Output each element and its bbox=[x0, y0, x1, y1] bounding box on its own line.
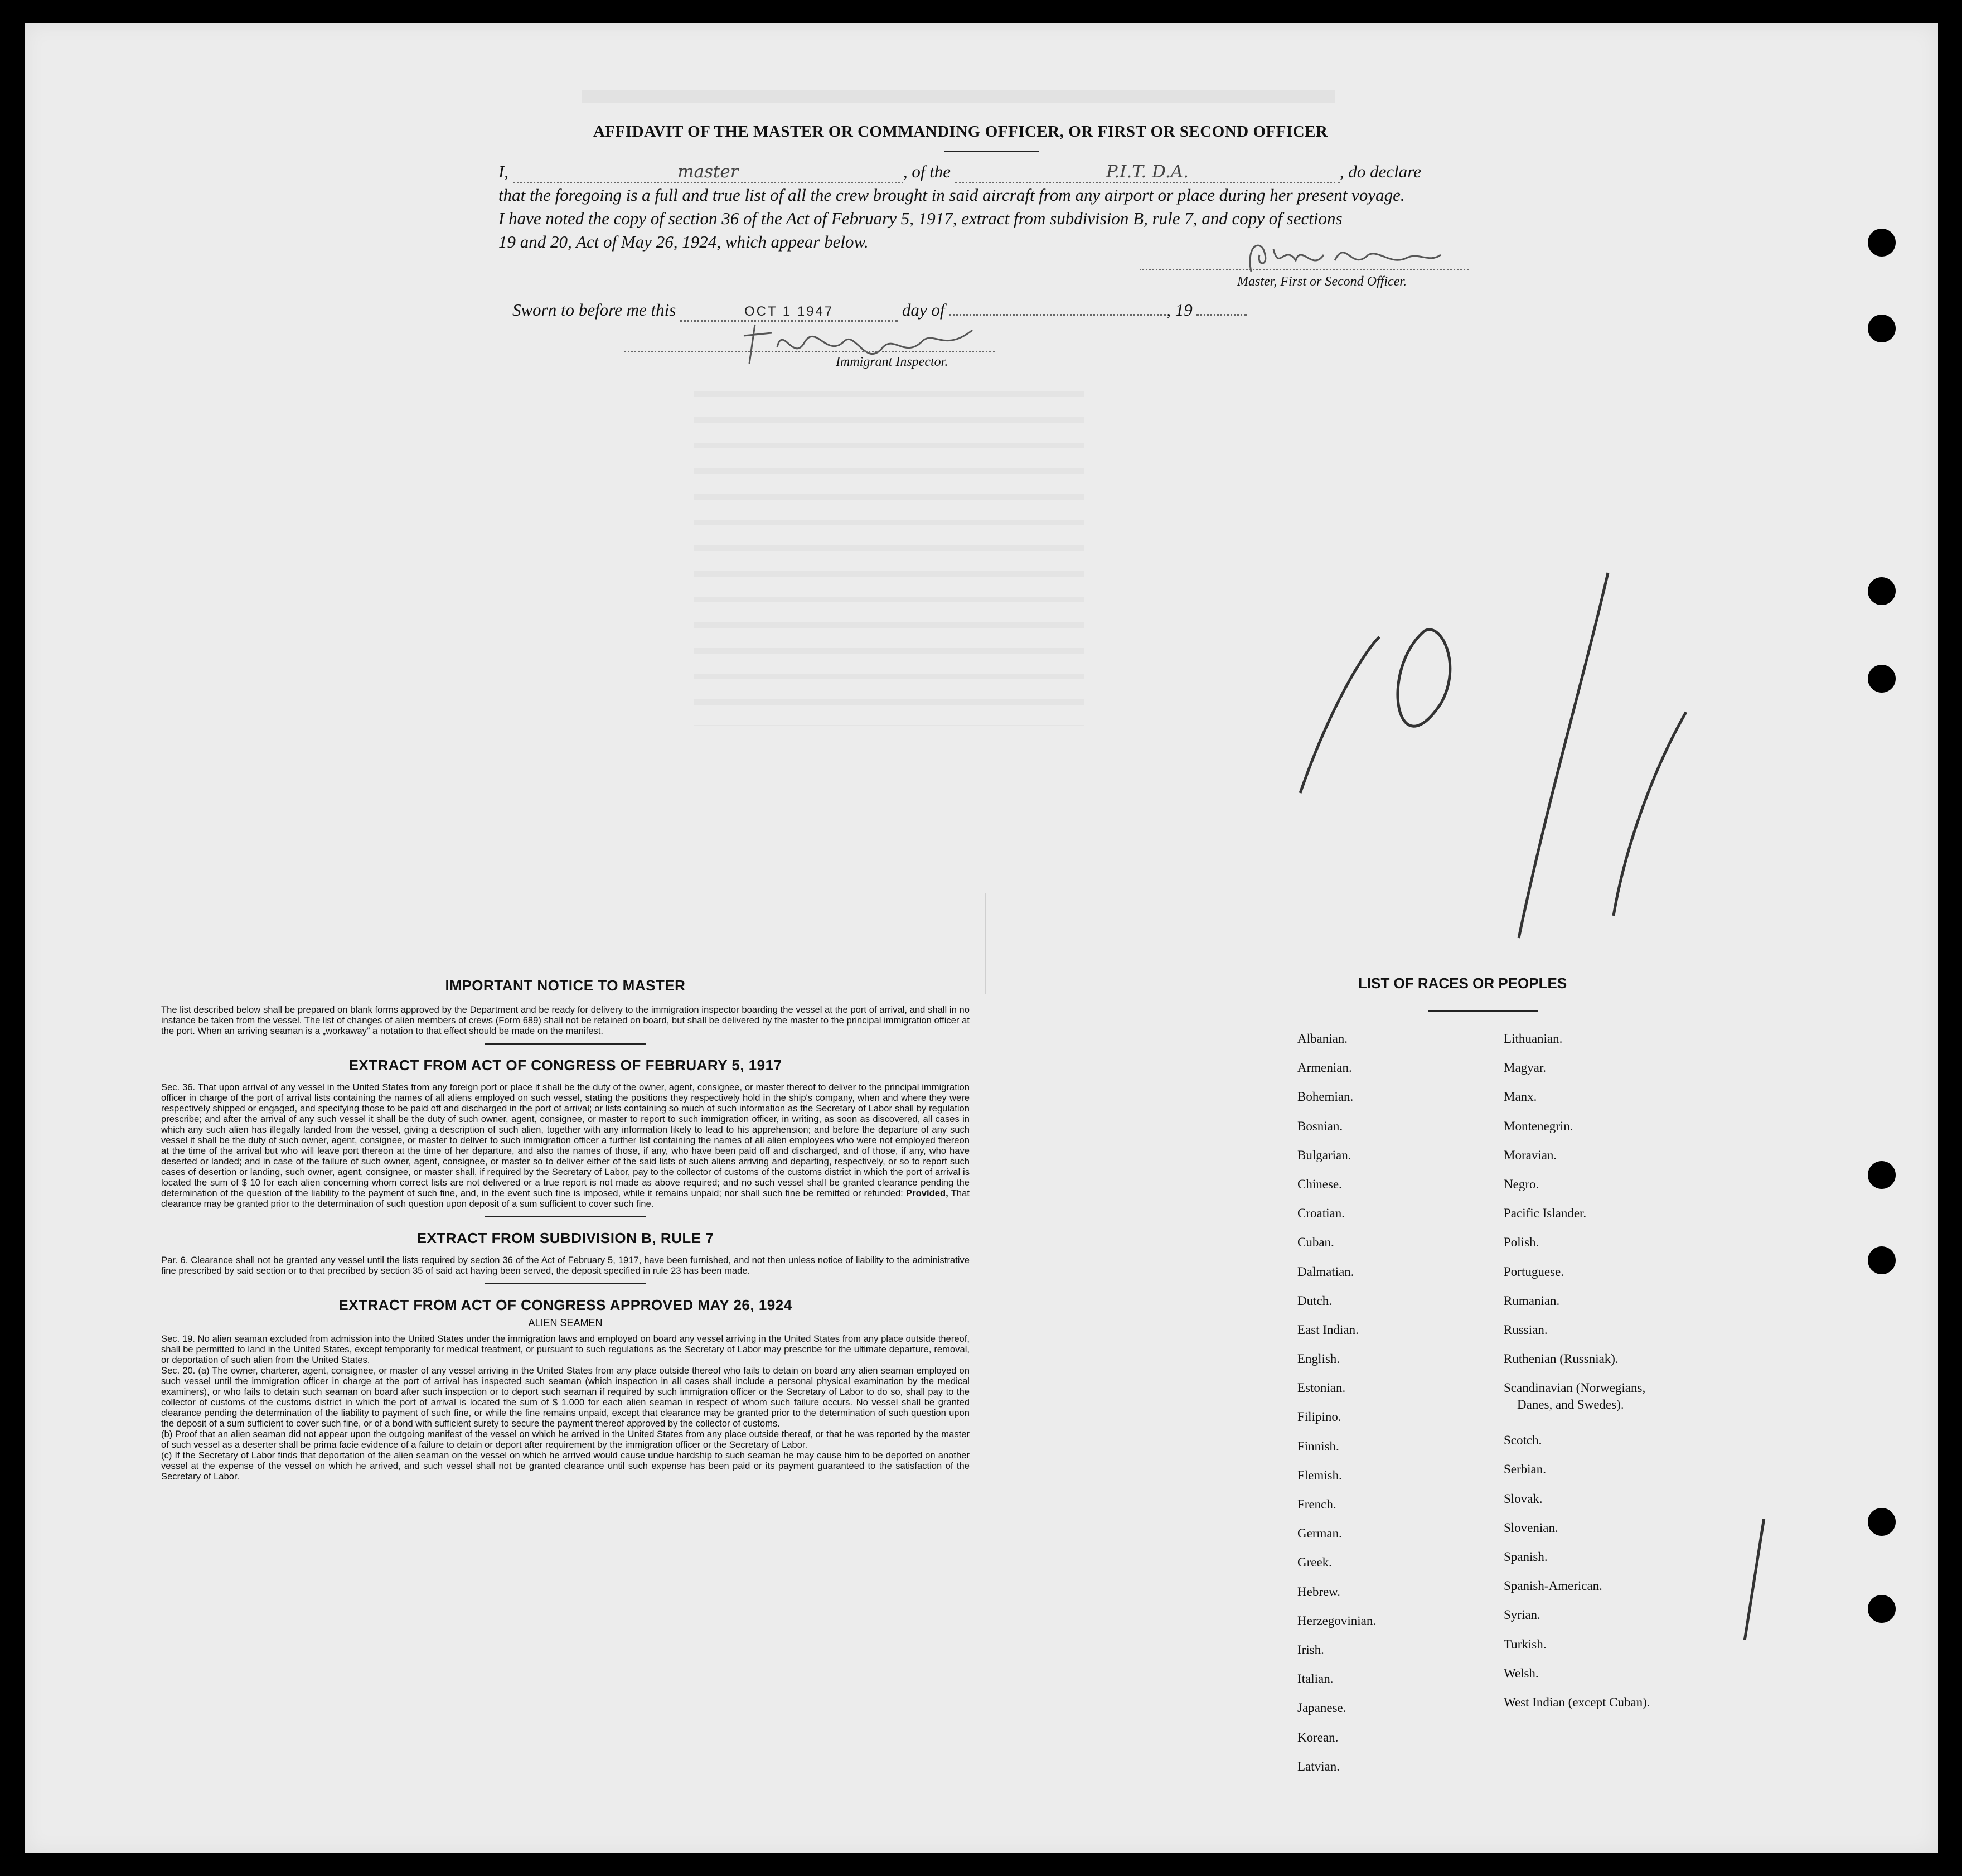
race-item: Slovak. bbox=[1504, 1491, 1543, 1506]
race-item: English. bbox=[1297, 1352, 1340, 1366]
affidavit-title-rule bbox=[944, 151, 1039, 152]
punch-hole-icon bbox=[1868, 1161, 1896, 1189]
master-signature-caption: Master, First or Second Officer. bbox=[1237, 274, 1407, 289]
race-item: West Indian (except Cuban). bbox=[1504, 1695, 1650, 1709]
important-notice-heading: IMPORTANT NOTICE TO MASTER bbox=[445, 977, 686, 994]
date-stamp: OCT 1 1947 bbox=[744, 304, 834, 319]
affidavit-line-4: 19 and 20, Act of May 26, 1924, which appear below. bbox=[498, 232, 869, 252]
race-item: Bulgarian. bbox=[1297, 1148, 1351, 1162]
legal-text-column bbox=[161, 977, 970, 1482]
extract-1917-provided: Provided, bbox=[906, 1188, 948, 1198]
vessel-name-handwriting: P.I.T. D.A. bbox=[1106, 162, 1189, 182]
vessel-name-field[interactable] bbox=[955, 162, 1340, 183]
race-item: East Indian. bbox=[1297, 1322, 1359, 1337]
affidavit-title: AFFIDAVIT OF THE MASTER OR COMMANDING OFFICER, OR FIRST OR SECOND OFFICER bbox=[593, 123, 1328, 141]
race-item: Magyar. bbox=[1504, 1061, 1547, 1075]
race-item: Welsh. bbox=[1504, 1666, 1539, 1680]
extract-1924-sec20b: (b) Proof that an alien seaman did not appear upon the outgoing manifest of the vessel on which he arrived in the United States from any place outside thereof, or that he was reported by the master of such vessel as a deserter shall be prima facie evidence of a failure to detain or deport after requirement by the immigration officer or the Secretary of Labor. bbox=[161, 1429, 970, 1450]
extract-1924-sec19: Sec. 19. No alien seaman excluded from admission into the United States under the immigration laws and employed on board any vessel arriving in the United States from any place outside thereof, shall be permitted to land in the United States, except temporarily for medical treatment, or pursuant to such regulations as the Secretary of Labor may prescribe for the ultimate departure, removal, or deportation of such alien from the United States. bbox=[161, 1333, 970, 1365]
race-item: Spanish-American. bbox=[1504, 1579, 1602, 1593]
race-item: Scotch. bbox=[1504, 1433, 1542, 1448]
race-item: Estonian. bbox=[1297, 1381, 1346, 1395]
races-title-rule bbox=[1428, 1010, 1538, 1012]
affidavit-line-1 bbox=[498, 162, 1496, 183]
race-item: Turkish. bbox=[1504, 1637, 1547, 1651]
extract-1924-subheading: ALIEN SEAMEN bbox=[528, 1317, 603, 1328]
race-item: Moravian. bbox=[1504, 1148, 1557, 1162]
extract-1924-sec20a: Sec. 20. (a) The owner, charterer, agent, consignee, or master of any vessel arriving in the United States from any place outside thereof who fails to detain on board any alien seaman employed on such vessel until the immigration officer in charge at the port of arrival has inspected such seaman (which inspection in all cases shall include a personal physical examination by the medical examiners), or who fails to detain such seaman on board after such inspection or to deport such seaman if required by such immigration officer or the Secretary of Labor to do so, shall pay to the collector of customs of the customs district in which the port of arrival is located the sum of $ 1.000 for each alien seaman in respect of whom such failure occurs. No vessel shall be granted clearance pending the determination of the liability to payment of such fine, or while the fine remains unpaid, except that clearance may be granted prior to the determination of such question upon the deposit of a sum sufficient to cover such fine, or of a bond with sufficient surety to secure the payment thereof approved by the collector of customs. bbox=[161, 1365, 970, 1429]
race-item: French. bbox=[1297, 1497, 1336, 1511]
extract-1917-tail: That clearance may be granted prior to the determination of such question upon deposit of a sum sufficient to cover such fine. bbox=[161, 1188, 970, 1209]
race-item: Chinese. bbox=[1297, 1177, 1342, 1191]
section-rule bbox=[485, 1216, 646, 1217]
race-item: Serbian. bbox=[1504, 1462, 1547, 1477]
extract-rule7-text: Par. 6. Clearance shall not be granted any vessel until the lists required by section 36 of the Act of February 5, 1917, have been furnished, and not then unless notice of liability to the administrative fine prescribed by said section or to that precribed by section 35 of said act having been served, the deposit specified in rule 23 has been made. bbox=[161, 1255, 970, 1276]
race-item: Cuban. bbox=[1297, 1235, 1334, 1250]
race-item: Negro. bbox=[1504, 1177, 1539, 1191]
race-item: Croatian. bbox=[1297, 1206, 1345, 1221]
affidavit-of-the-label: , of the bbox=[903, 162, 951, 181]
race-item: Ruthenian (Russniak). bbox=[1504, 1352, 1619, 1366]
sworn-day-label: day of bbox=[902, 300, 945, 320]
race-item: Bohemian. bbox=[1297, 1090, 1354, 1104]
affidavit-declare-label: , do declare bbox=[1339, 162, 1421, 181]
race-item: Japanese. bbox=[1297, 1701, 1346, 1715]
race-item-line: Danes, and Swedes). bbox=[1517, 1398, 1624, 1412]
extract-1924-sec20c: (c) If the Secretary of Labor finds that deportation of the alien seaman on the vessel on which he arrived would cause undue hardship to such seaman he may cause him to be deported on another vessel at the expense of the vessel on which he arrived, and such vessel shall not be granted clearance until such expense has been paid or its payment guaranteed to the satisfaction of the Secretary of Labor. bbox=[161, 1450, 970, 1482]
punch-hole-icon bbox=[1868, 577, 1896, 605]
section-rule bbox=[485, 1043, 646, 1045]
affidavit-line-2: that the foregoing is a full and true list of all the crew brought in said aircraft from any airport or place during her present voyage. bbox=[498, 185, 1405, 205]
race-item: Latvian. bbox=[1297, 1759, 1340, 1773]
race-item: Dalmatian. bbox=[1297, 1264, 1354, 1279]
punch-hole-icon bbox=[1868, 1508, 1896, 1536]
races-title: LIST OF RACES OR PEOPLES bbox=[1358, 975, 1567, 992]
race-item: German. bbox=[1297, 1526, 1342, 1541]
race-item: Irish. bbox=[1297, 1642, 1324, 1657]
race-item: Rumanian. bbox=[1504, 1293, 1560, 1308]
race-item: Slovenian. bbox=[1504, 1520, 1558, 1535]
bleed-through-rows bbox=[694, 391, 1084, 726]
race-item: Russian. bbox=[1504, 1322, 1548, 1337]
section-rule bbox=[485, 1283, 646, 1284]
race-item: Albanian. bbox=[1297, 1032, 1348, 1046]
race-item: Filipino. bbox=[1297, 1410, 1341, 1424]
fold-line bbox=[985, 893, 986, 994]
extract-1924-heading: EXTRACT FROM ACT OF CONGRESS APPROVED MAY 26, 1924 bbox=[338, 1297, 792, 1313]
master-name-field[interactable] bbox=[513, 162, 903, 183]
race-item: Spanish. bbox=[1504, 1550, 1548, 1564]
punch-hole-icon bbox=[1868, 229, 1896, 257]
race-item: Korean. bbox=[1297, 1730, 1339, 1744]
race-item: Armenian. bbox=[1297, 1061, 1352, 1075]
inspector-signature-line[interactable] bbox=[624, 351, 995, 352]
punch-hole-icon bbox=[1868, 665, 1896, 693]
document-sheet bbox=[25, 23, 1938, 1853]
race-item-scandinavian bbox=[1504, 1374, 1760, 1426]
race-item: Dutch. bbox=[1297, 1293, 1332, 1308]
extract-1917-text bbox=[161, 1082, 970, 1209]
important-notice-text: The list described below shall be prepared on blank forms approved by the Department and be ready for delivery to the immigration inspector boarding the vessel at the port of arrival, and shall in no instance be taken from the vessel. The list of changes of alien members of crews (Form 689) shall not be retained on board, but shall be delivered by the master to the principal immigration officer at the port. When an arriving seaman is a „workaway” a notation to that effect should be made on the manifest. bbox=[161, 1004, 970, 1036]
race-item: Greek. bbox=[1297, 1555, 1332, 1570]
punch-hole-icon bbox=[1868, 1246, 1896, 1274]
sworn-prefix: Sworn to before me this bbox=[512, 300, 676, 320]
races-column-1 bbox=[1297, 1024, 1487, 1781]
extract-rule7-heading: EXTRACT FROM SUBDIVISION B, RULE 7 bbox=[416, 1230, 714, 1246]
race-item: Finnish. bbox=[1297, 1439, 1339, 1453]
sworn-year-label: , 19 bbox=[1166, 300, 1193, 320]
race-item: Hebrew. bbox=[1297, 1584, 1341, 1599]
sworn-year-field[interactable] bbox=[1196, 314, 1247, 316]
handwritten-mark-icon bbox=[1296, 570, 1742, 949]
race-item: Herzegovinian. bbox=[1297, 1613, 1377, 1628]
sworn-line bbox=[512, 300, 1460, 322]
race-item: Pacific Islander. bbox=[1504, 1206, 1587, 1221]
master-name-handwriting: master bbox=[677, 162, 739, 182]
race-item: Flemish. bbox=[1297, 1468, 1342, 1482]
races-column-2 bbox=[1504, 1024, 1760, 1717]
bleed-through-header bbox=[582, 90, 1335, 103]
extract-1917-body: Sec. 36. That upon arrival of any vessel in the United States from any foreign port or place it shall be the duty of the owner, agent, consignee, or master thereof to deliver to the principal immigration officer in charge of the port of arrival lists containing the names of all aliens employed on such vessel, stating the positions they respectively hold in the ship's company, when and where they were respectively shipped or engaged, and specifying those to be paid off and discharged in the port of arrival; or lists containing so much of such information as the Secretary of Labor shall by regulation prescribe; and after the arrival of any such vessel it shall be the duty of such owner, agent, consignee, or master to report to such immigration officer, in writing, as soon as discovered, all cases in which any such alien has illegally landed from the vessel, giving a description of such alien, together with any information likely to lead to his apprehension; and before the departure of any such vessel it shall be the duty of such owner, agent, consignee, or master to deliver to such immigration officer a further list containing the names of all alien employees who were not employed thereon at the time of the arrival but who will leave port thereon at the time of her departure, and also the names of those, if any, who have been paid off and discharged, and of those, if any, who have deserted or landed; and in case of the failure of such owner, agent, consignee, or master so to deliver either of the said lists of such aliens arriving and departing, respectively, or so to report such cases of desertion or landing, such owner, agent, consignee, or master shall, if required by the Secretary of Labor, pay to the collector of customs of the customs district in which the port of arrival is located the sum of $ 10 for each alien concerning whom correct lists are not delivered or a true report is not made as above required; and no such vessel shall be granted clearance pending the determination of the question of the liability to the payment of such fine, and, in the event such fine is imposed, while it remains unpaid; nor shall such fine be remitted or refunded: bbox=[161, 1082, 970, 1198]
race-item: Montenegrin. bbox=[1504, 1119, 1573, 1133]
affidavit-line-3: I have noted the copy of section 36 of the Act of February 5, 1917, extract from subdivision B, rule 7, and copy of sections bbox=[498, 209, 1343, 228]
affidavit-i-label: I, bbox=[498, 162, 509, 181]
race-item: Manx. bbox=[1504, 1090, 1537, 1104]
punch-hole-icon bbox=[1868, 315, 1896, 342]
race-item: Italian. bbox=[1297, 1672, 1334, 1686]
race-item: Polish. bbox=[1504, 1235, 1539, 1250]
extract-1917-heading: EXTRACT FROM ACT OF CONGRESS OF FEBRUARY 5, 1917 bbox=[348, 1057, 782, 1074]
inspector-caption: Immigrant Inspector. bbox=[836, 355, 948, 369]
race-item-line: Scandinavian (Norwegians, bbox=[1504, 1381, 1646, 1395]
race-item: Lithuanian. bbox=[1504, 1032, 1563, 1046]
race-item: Bosnian. bbox=[1297, 1119, 1343, 1133]
race-item: Syrian. bbox=[1504, 1608, 1540, 1622]
race-item: Portuguese. bbox=[1504, 1264, 1564, 1279]
punch-hole-icon bbox=[1868, 1595, 1896, 1623]
